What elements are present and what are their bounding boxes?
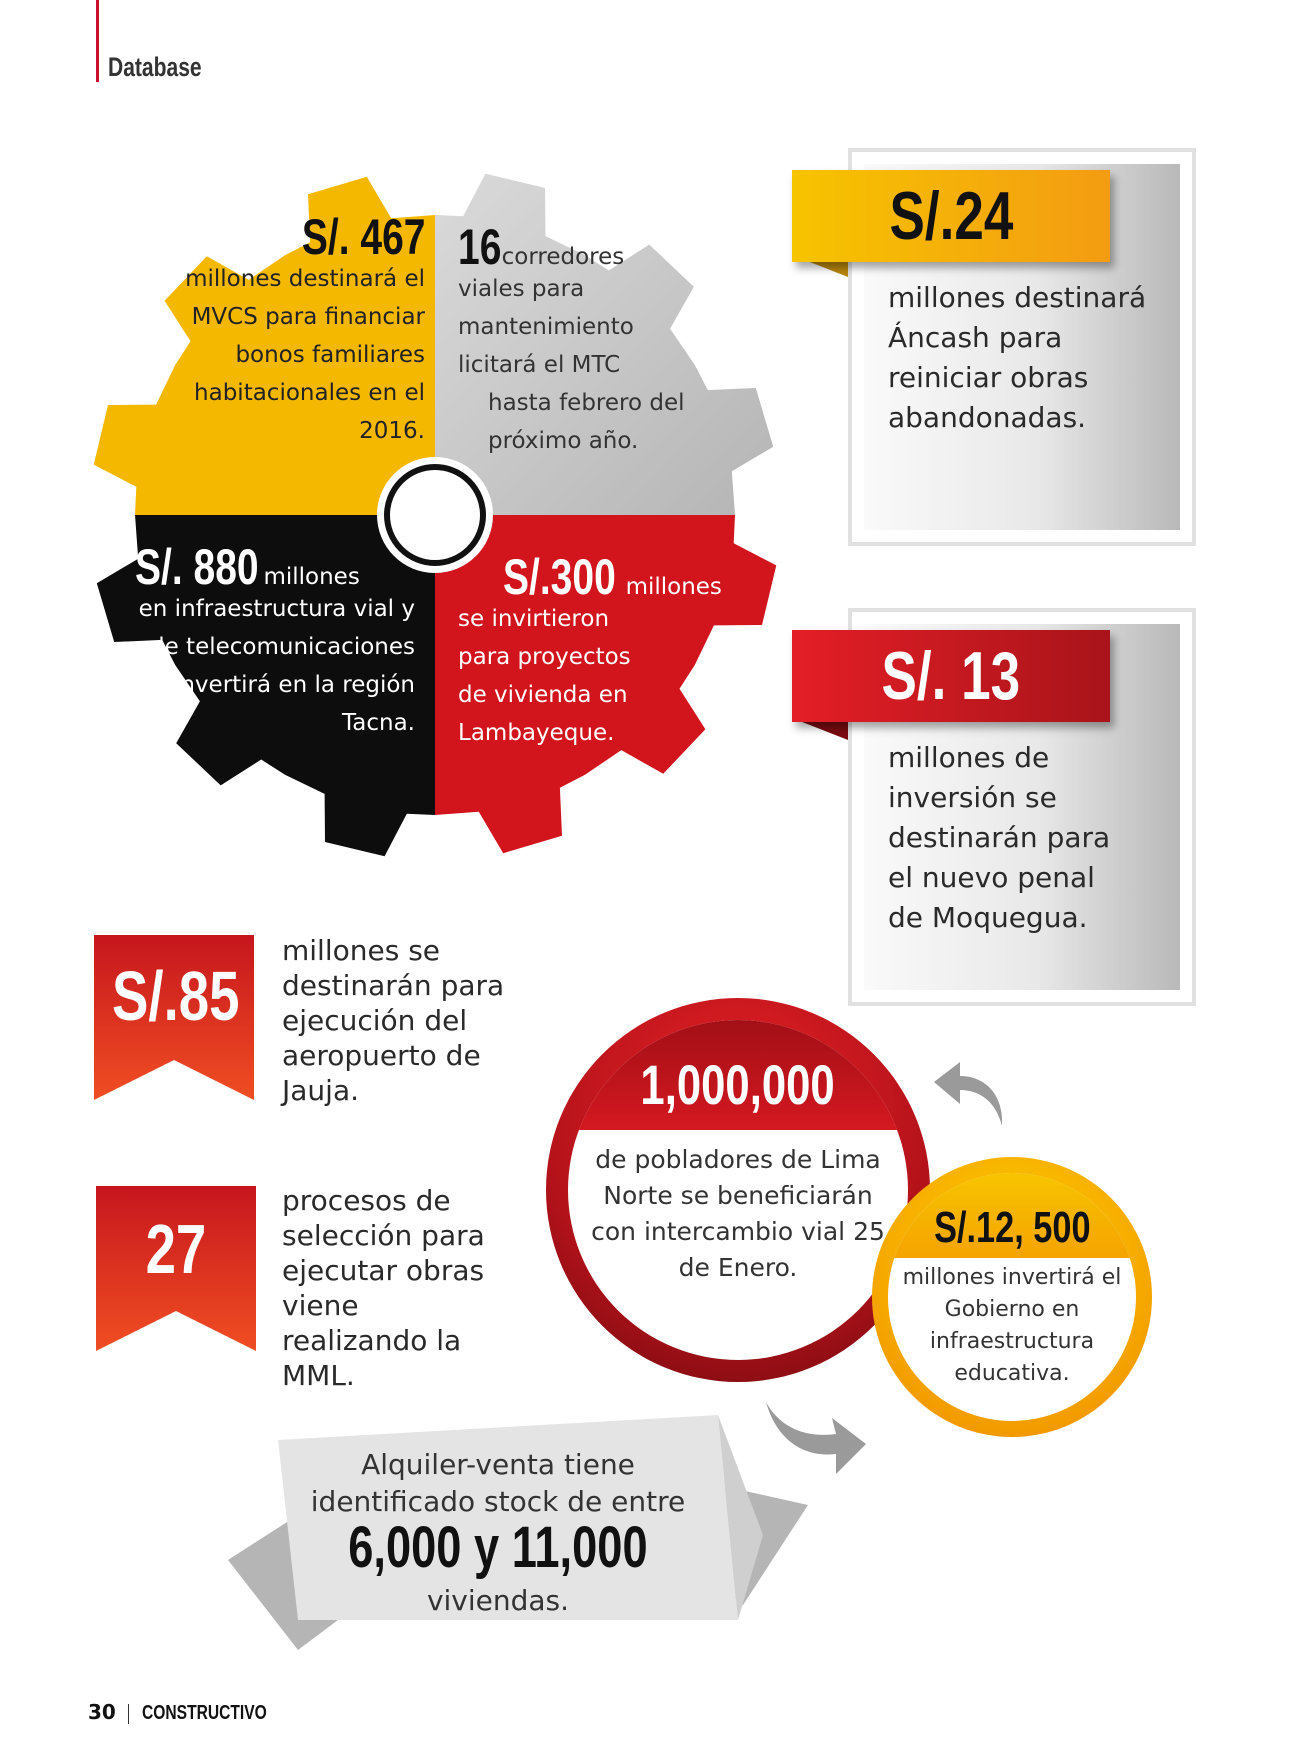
page-footer xyxy=(88,1700,302,1725)
footer-divider xyxy=(128,1704,129,1724)
gear-red-block xyxy=(458,549,758,752)
mml-text: procesos de selección para ejecutar obras viene realizando la MML. xyxy=(282,1184,485,1392)
jauja-text: millones se destinarán para ejecución del aeropuerto de Jauja. xyxy=(282,934,505,1107)
ancash-value: S/.24 xyxy=(889,178,1013,254)
gear-yellow-text: millones destinará el MVCS para financiar bonos familiares habitacionales en el 2016. xyxy=(185,266,425,444)
gear-black-value: S/. 880 xyxy=(135,539,259,595)
lima-norte-text: de pobladores de Lima Norte se beneficiarán con intercambio vial 25 de Enero. xyxy=(591,1145,885,1282)
jauja-value: S/.85 xyxy=(111,957,240,1035)
gear-yellow-block xyxy=(140,209,425,450)
section-label: Database xyxy=(108,52,202,82)
gear-grey-text-3: hasta febrero del próximo año. xyxy=(488,390,685,454)
page-number: 30 xyxy=(88,1700,116,1724)
magazine-name: CONSTRUCTIVO xyxy=(141,1702,267,1724)
gear-red-text: se invirtieron para proyectos de vivienda en Lambayeque. xyxy=(458,606,631,746)
gear-grey-value: 16 xyxy=(458,219,502,275)
curved-arrow-up-icon xyxy=(930,1062,1010,1132)
gear-black-text: en infraestructura vial y de telecomunicaciones se invertirá en la región Tacna. xyxy=(138,596,415,736)
moquegua-text: millones de inversión se destinarán para el nuevo penal de Moquegua. xyxy=(888,741,1111,934)
moquegua-value: S/. 13 xyxy=(881,638,1021,714)
gear-red-value: S/.300 xyxy=(503,549,616,605)
educativa-text: millones invertirá el Gobierno en infraestructura educativa. xyxy=(902,1265,1122,1386)
ancash-text: millones destinará Áncash para reiniciar obras abandonadas. xyxy=(888,281,1147,434)
section-marker-bar xyxy=(96,0,99,82)
gear-grey-text-1: corredores xyxy=(501,244,625,270)
alquiler-line-3: viviendas. xyxy=(426,1584,570,1617)
gear-black-unit: millones xyxy=(263,564,360,590)
gear-grey-text-2: viales para mantenimiento licitará el MTC xyxy=(458,276,634,378)
alquiler-line-2: identificado stock de entre xyxy=(310,1485,686,1518)
mml-value: 27 xyxy=(145,1210,207,1288)
gear-yellow-value: S/. 467 xyxy=(301,209,425,265)
gear-red-unit: millones xyxy=(625,574,722,600)
gear-grey-block xyxy=(458,219,718,460)
alquiler-line-1: Alquiler-venta tiene xyxy=(361,1448,635,1481)
alquiler-value: 6,000 y 11,000 xyxy=(348,1515,648,1580)
moquegua-ribbon xyxy=(792,630,1110,722)
gear-black-block xyxy=(120,539,415,742)
educativa-value: S/.12, 500 xyxy=(933,1203,1091,1252)
lima-norte-value: 1,000,000 xyxy=(640,1053,836,1116)
ancash-ribbon xyxy=(792,170,1110,262)
